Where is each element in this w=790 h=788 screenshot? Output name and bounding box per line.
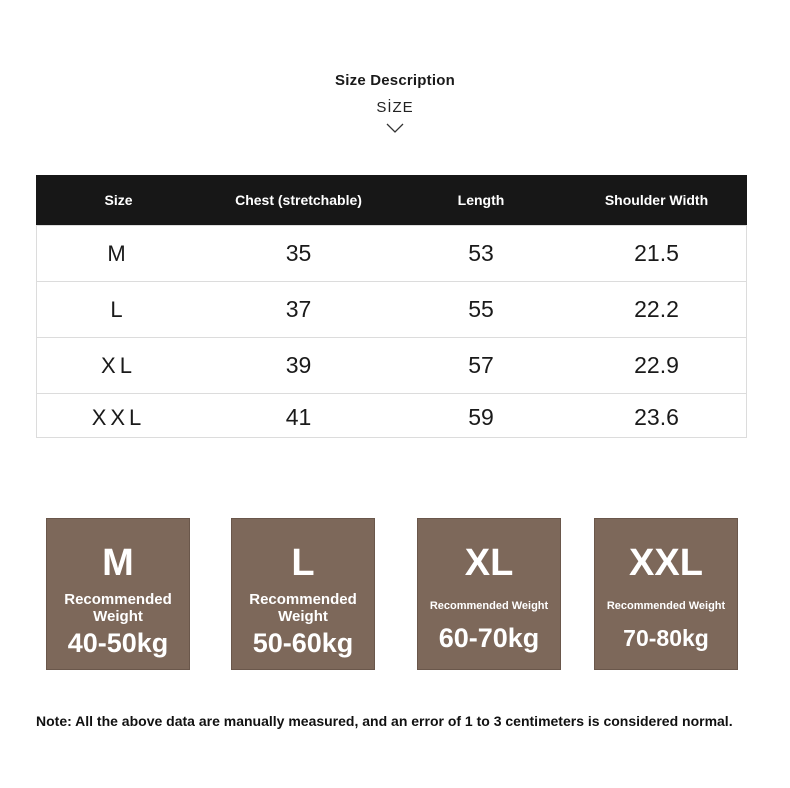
length-cell: 57 xyxy=(396,338,566,394)
card-label: Recommended Weight xyxy=(64,591,172,625)
chest-cell: 41 xyxy=(201,394,396,442)
weight-cards xyxy=(0,518,790,670)
chest-cell: 35 xyxy=(201,226,396,282)
size-table xyxy=(36,175,747,442)
size-cell: M xyxy=(36,226,201,282)
header-size: Size xyxy=(36,175,201,226)
table-row xyxy=(36,338,747,394)
card-weight: 40-50kg xyxy=(67,628,169,658)
card-weight: 70-80kg xyxy=(623,625,709,651)
length-cell: 53 xyxy=(396,226,566,282)
card-label: Recommended Weight xyxy=(429,600,549,612)
table-row xyxy=(36,394,747,442)
table-header-row xyxy=(36,175,747,226)
weight-card-l xyxy=(231,518,375,670)
size-cell: XXL xyxy=(36,394,201,442)
chevron-down-icon xyxy=(386,122,404,134)
measurement-note: Note: All the above data are manually measured, and an error of 1 to 3 centimeters is considered normal. xyxy=(36,713,733,729)
weight-card-m xyxy=(46,518,190,670)
page-header xyxy=(0,72,790,134)
card-weight: 60-70kg xyxy=(438,623,540,653)
card-size: M xyxy=(102,542,134,584)
card-size: L xyxy=(291,542,315,584)
length-cell: 59 xyxy=(396,394,566,442)
header-shoulder: Shoulder Width xyxy=(566,175,747,226)
shoulder-cell: 21.5 xyxy=(566,226,747,282)
shoulder-cell: 22.2 xyxy=(566,282,747,338)
chest-cell: 39 xyxy=(201,338,396,394)
size-cell: L xyxy=(36,282,201,338)
table-row xyxy=(36,226,747,282)
weight-card-xxl xyxy=(594,518,738,670)
weight-card-xl xyxy=(417,518,561,670)
card-size: XL xyxy=(464,542,514,584)
chest-cell: 37 xyxy=(201,282,396,338)
card-label: Recommended Weight xyxy=(249,591,357,625)
size-cell: XL xyxy=(36,338,201,394)
page-subtitle: SİZE xyxy=(376,99,414,116)
page-title: Size Description xyxy=(335,72,455,89)
length-cell: 55 xyxy=(396,282,566,338)
card-size: XXL xyxy=(629,542,703,584)
shoulder-cell: 22.9 xyxy=(566,338,747,394)
card-label: Recommended Weight xyxy=(606,600,726,612)
card-weight: 50-60kg xyxy=(252,628,354,658)
header-length: Length xyxy=(396,175,566,226)
shoulder-cell: 23.6 xyxy=(566,394,747,442)
table-row xyxy=(36,282,747,338)
header-chest: Chest (stretchable) xyxy=(201,175,396,226)
